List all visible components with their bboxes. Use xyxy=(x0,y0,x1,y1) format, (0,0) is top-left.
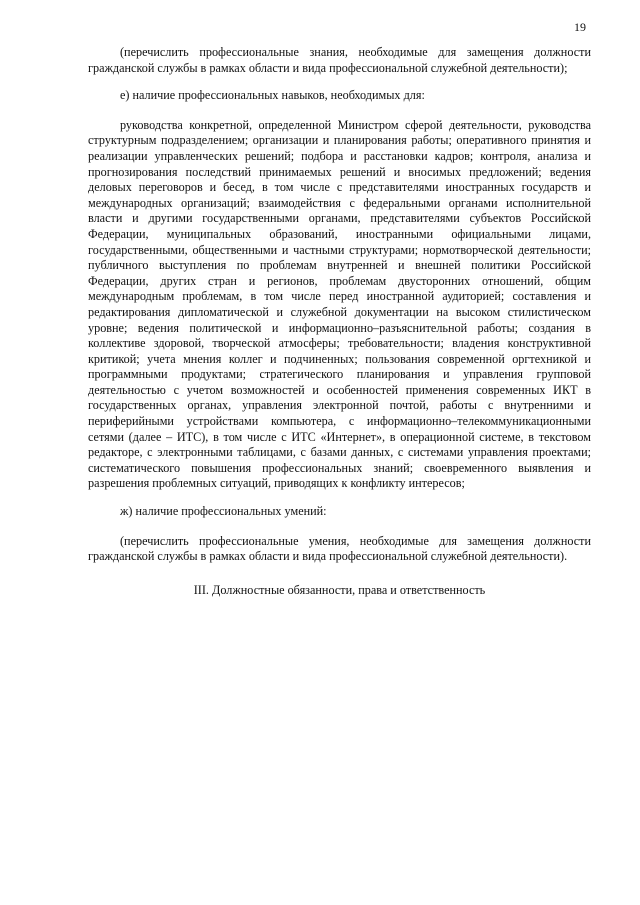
paragraph-knowledge-note: (перечислить профессиональные знания, необходимые для замещения должности гражданской службы в рамках области и вида профессиональной служебной деятельности); xyxy=(88,45,591,75)
page-number: 19 xyxy=(574,20,586,34)
paragraph-abilities-intro: ж) наличие профессиональных умений: xyxy=(120,504,327,519)
paragraph-skills-list: руководства конкретной, определенной Министром сферой деятельности, руководства структурным подразделением; организации и планирования работы; оперативного принятия и реализации управленческих решений; подбора и расстановки кадров; контроля, анализа и прогнозирования последствий принимаемых решений и вносимых предложений; ведения деловых переговоров и бесед, в том числе с представителями иностранных государств и международных организаций; взаимодействия с федеральными органами исполнительной власти и другими государственными органами, представителями субъектов Российской Федерации, муниципальных образований, иностранными официальными лицами, государственными, общественными и частными структурами; нормотворческой деятельности; публичного выступления по проблемам внутренней и внешней политики Российской Федерации, других стран и регионов, проблемам двусторонних отношений, общим международным проблемам, в том числе перед иностранной аудиторией; составления и редактирования дипломатической и служебной документации на высоком стилистическом уровне; ведения политической и информационно–разъяснительной работы; создания в коллективе здоровой, творческой атмосферы; требовательности; владения конструктивной критикой; учета мнения коллег и подчиненных; пользования современной оргтехникой и программными продуктами; стратегического планирования и управления групповой деятельностью с учетом возможностей и особенностей применения современных ИКТ в государственных органах, управления электронной почтой, работы с внутренними и периферийными устройствами компьютера, с информационно–телекоммуникационными сетями (далее – ИТС), в том числе с ИТС «Интернет», в операционной системе, в текстовом редакторе, с электронными таблицами, с базами данных, с системами управления проектами; систематического повышения профессиональных знаний; своевременного выявления и разрешения проблемных ситуаций, приводящих к конфликту интересов; xyxy=(88,117,591,491)
paragraph-abilities-note: (перечислить профессиональные умения, необходимые для замещения должности гражданской службы в рамках области и вида профессиональной служебной деятельности). xyxy=(88,533,591,564)
document-body xyxy=(88,45,591,598)
paragraph-skills-intro: е) наличие профессиональных навыков, необходимых для: xyxy=(120,88,425,103)
section-heading: III. Должностные обязанности, права и ответственность xyxy=(193,582,486,597)
